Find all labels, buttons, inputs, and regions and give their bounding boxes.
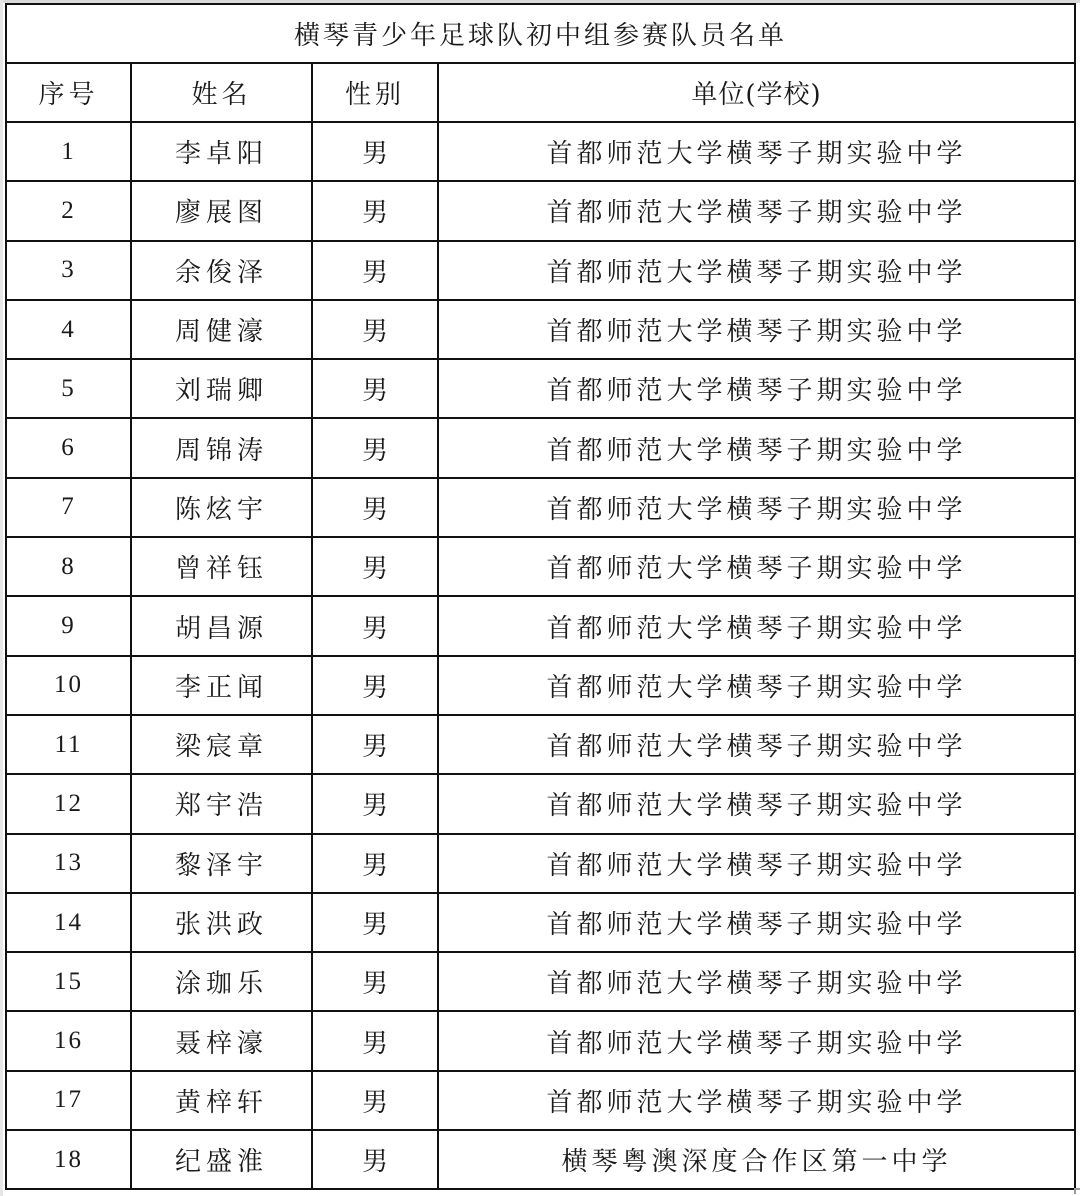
table-row [6, 300, 1075, 359]
title-row [6, 4, 1075, 63]
table-row [6, 834, 1075, 893]
cell-name: 余俊泽 [131, 241, 312, 300]
cell-gender: 男 [312, 596, 438, 655]
table-row [6, 1130, 1075, 1189]
cell-unit: 横琴粤澳深度合作区第一中学 [438, 1130, 1075, 1189]
cell-name: 李卓阳 [131, 122, 312, 181]
cell-name: 梁宸章 [131, 715, 312, 774]
cell-name: 曾祥钰 [131, 537, 312, 596]
cell-number: 4 [6, 300, 131, 359]
cell-gender: 男 [312, 1011, 438, 1070]
cell-unit: 首都师范大学横琴子期实验中学 [438, 596, 1075, 655]
roster-table [5, 3, 1076, 1190]
table-row [6, 241, 1075, 300]
cell-number: 14 [6, 893, 131, 952]
cell-number: 13 [6, 834, 131, 893]
cell-name: 纪盛淮 [131, 1130, 312, 1189]
cell-name: 陈炫宇 [131, 478, 312, 537]
cell-unit: 首都师范大学横琴子期实验中学 [438, 537, 1075, 596]
cell-unit: 首都师范大学横琴子期实验中学 [438, 418, 1075, 477]
cell-number: 5 [6, 359, 131, 418]
cell-gender: 男 [312, 952, 438, 1011]
cell-number: 6 [6, 418, 131, 477]
cell-number: 7 [6, 478, 131, 537]
table-row [6, 952, 1075, 1011]
cell-gender: 男 [312, 1071, 438, 1130]
table-row [6, 537, 1075, 596]
cell-gender: 男 [312, 537, 438, 596]
cell-number: 8 [6, 537, 131, 596]
table-row [6, 893, 1075, 952]
cell-name: 刘瑞卿 [131, 359, 312, 418]
cell-unit: 首都师范大学横琴子期实验中学 [438, 893, 1075, 952]
table-row [6, 478, 1075, 537]
cell-gender: 男 [312, 122, 438, 181]
cell-number: 2 [6, 181, 131, 240]
cell-name: 周健濠 [131, 300, 312, 359]
table-title: 横琴青少年足球队初中组参赛队员名单 [6, 4, 1075, 63]
cell-name: 廖展图 [131, 181, 312, 240]
cell-unit: 首都师范大学横琴子期实验中学 [438, 300, 1075, 359]
table-row [6, 656, 1075, 715]
cell-gender: 男 [312, 774, 438, 833]
cell-number: 12 [6, 774, 131, 833]
cell-unit: 首都师范大学横琴子期实验中学 [438, 359, 1075, 418]
cell-name: 胡昌源 [131, 596, 312, 655]
table-row [6, 418, 1075, 477]
cell-number: 17 [6, 1071, 131, 1130]
page-corner-mark [1074, 1188, 1080, 1194]
cell-gender: 男 [312, 834, 438, 893]
column-header-gender: 性别 [312, 63, 438, 122]
column-header-unit: 单位(学校) [438, 63, 1075, 122]
cell-unit: 首都师范大学横琴子期实验中学 [438, 478, 1075, 537]
cell-name: 黄梓轩 [131, 1071, 312, 1130]
cell-unit: 首都师范大学横琴子期实验中学 [438, 952, 1075, 1011]
cell-unit: 首都师范大学横琴子期实验中学 [438, 181, 1075, 240]
table-row [6, 181, 1075, 240]
table-row [6, 122, 1075, 181]
cell-unit: 首都师范大学横琴子期实验中学 [438, 122, 1075, 181]
table-row [6, 715, 1075, 774]
header-row [6, 63, 1075, 122]
cell-unit: 首都师范大学横琴子期实验中学 [438, 834, 1075, 893]
cell-unit: 首都师范大学横琴子期实验中学 [438, 774, 1075, 833]
table-row [6, 596, 1075, 655]
cell-gender: 男 [312, 418, 438, 477]
cell-unit: 首都师范大学横琴子期实验中学 [438, 1011, 1075, 1070]
cell-number: 1 [6, 122, 131, 181]
cell-unit: 首都师范大学横琴子期实验中学 [438, 656, 1075, 715]
table-row [6, 1071, 1075, 1130]
cell-name: 张洪政 [131, 893, 312, 952]
cell-gender: 男 [312, 300, 438, 359]
cell-gender: 男 [312, 181, 438, 240]
cell-unit: 首都师范大学横琴子期实验中学 [438, 715, 1075, 774]
cell-number: 9 [6, 596, 131, 655]
table-row [6, 774, 1075, 833]
cell-number: 10 [6, 656, 131, 715]
cell-name: 聂梓濠 [131, 1011, 312, 1070]
column-header-name: 姓名 [131, 63, 312, 122]
table-row [6, 359, 1075, 418]
cell-name: 李正闻 [131, 656, 312, 715]
cell-number: 11 [6, 715, 131, 774]
column-header-number: 序号 [6, 63, 131, 122]
cell-gender: 男 [312, 893, 438, 952]
cell-gender: 男 [312, 1130, 438, 1189]
roster-body [6, 122, 1075, 1189]
cell-gender: 男 [312, 478, 438, 537]
cell-gender: 男 [312, 715, 438, 774]
cell-number: 16 [6, 1011, 131, 1070]
cell-gender: 男 [312, 241, 438, 300]
page-left-edge [0, 0, 3, 1196]
cell-name: 周锦涛 [131, 418, 312, 477]
cell-name: 涂珈乐 [131, 952, 312, 1011]
cell-gender: 男 [312, 656, 438, 715]
cell-gender: 男 [312, 359, 438, 418]
cell-number: 15 [6, 952, 131, 1011]
cell-unit: 首都师范大学横琴子期实验中学 [438, 241, 1075, 300]
table-row [6, 1011, 1075, 1070]
cell-unit: 首都师范大学横琴子期实验中学 [438, 1071, 1075, 1130]
cell-name: 黎泽宇 [131, 834, 312, 893]
cell-number: 18 [6, 1130, 131, 1189]
cell-name: 郑宇浩 [131, 774, 312, 833]
cell-number: 3 [6, 241, 131, 300]
